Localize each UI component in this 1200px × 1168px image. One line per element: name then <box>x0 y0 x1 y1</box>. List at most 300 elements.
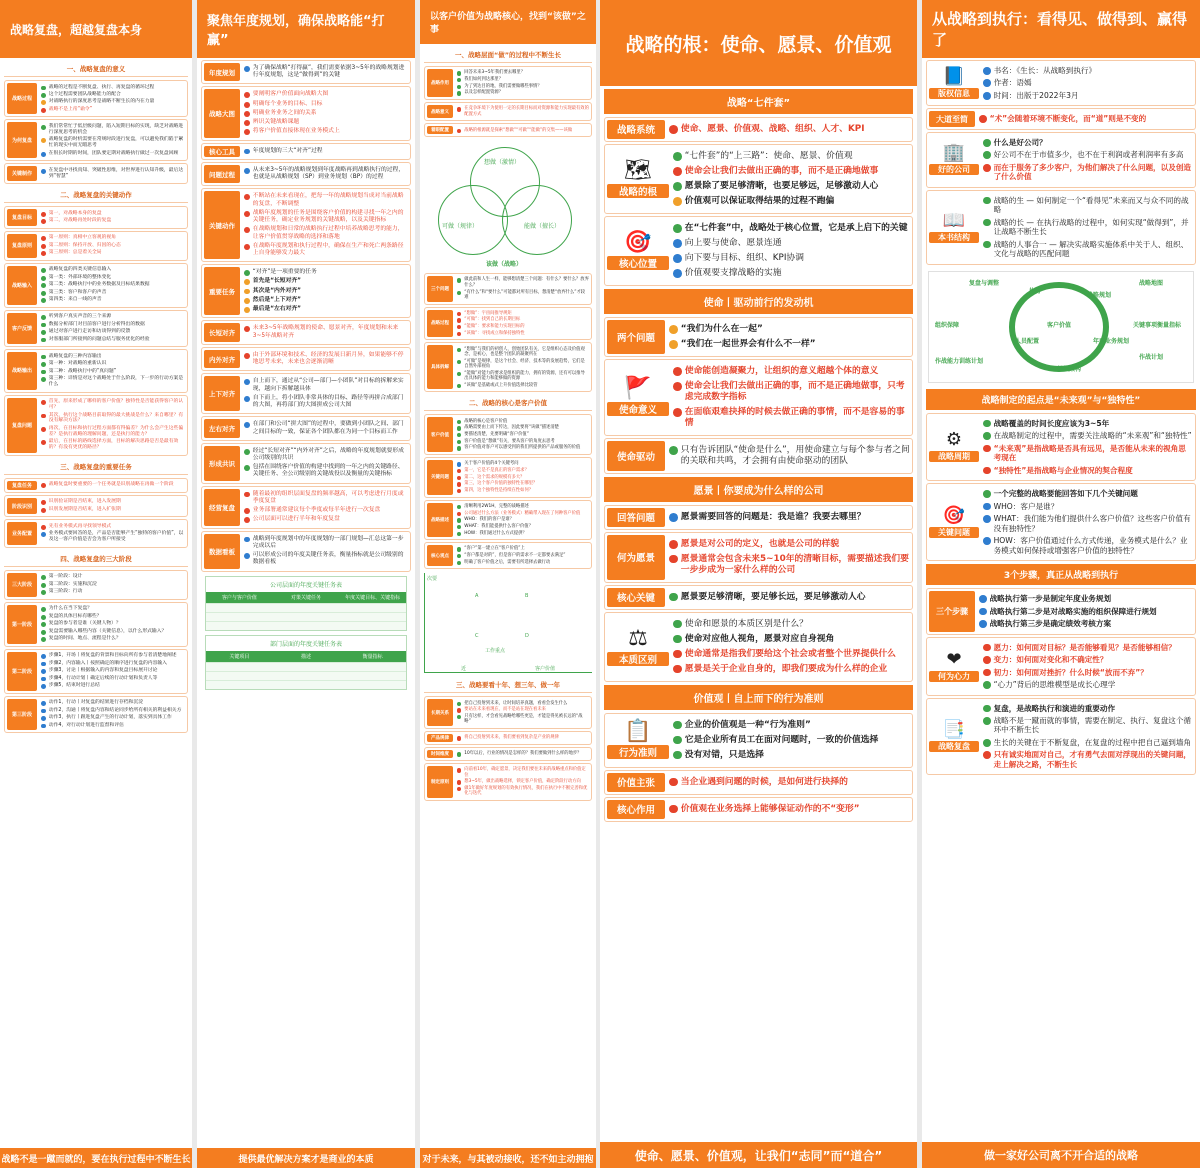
branch-icon: 📖 <box>942 209 966 231</box>
list-item-text: “有什么”和“要什么”可能都对所有目标，想清楚“放弃什么”才较难 <box>464 289 586 300</box>
branch-label: 核心位置 <box>607 256 669 270</box>
list-item-text: 第三种：详情是对这个战略处于什么阶段，下一步的行动方案是什么 <box>48 376 184 388</box>
list-item <box>673 196 910 207</box>
list-item-text: 一个完整的战略要能回答如下几个关键问题 <box>993 489 1138 499</box>
mindmap-branch <box>604 438 913 474</box>
list-item <box>41 354 185 360</box>
bullet-icon <box>457 291 461 295</box>
list-item <box>673 151 910 162</box>
list-item-text: 生长的关键在于不断复盘，在复盘的过程中把自己逼到墙角 <box>993 737 1192 747</box>
list-item-text: 愿景通常会包含未来5~10年的清晰目标，需要描述我们要一步步成为一家什么样的公司 <box>680 553 909 575</box>
list-item-text: 复盘的参与者是谁（关键人物）？ <box>48 621 121 627</box>
list-item-text: 我们常常忙于低层级问题，陷入短期目标的实现，缺乏对战略进行深度思考的机会 <box>48 123 184 135</box>
mindmap-branch <box>4 570 188 600</box>
mindmap-branch <box>424 123 592 137</box>
branch-label: 第二阶段 <box>7 652 37 691</box>
list-item <box>457 735 589 740</box>
list-item <box>979 607 1193 616</box>
list-item <box>983 218 1193 237</box>
table-row <box>206 603 406 612</box>
list-item <box>983 536 1193 555</box>
list-item <box>244 325 408 339</box>
table-header-cell: 衡量指标 <box>362 653 383 660</box>
branch-label: 三大阶段 <box>7 573 37 597</box>
list-item <box>673 619 910 630</box>
column-customer-value <box>420 0 596 1168</box>
table-header-cell: 年度关键目标、关键指标 <box>345 594 401 601</box>
list-item-text: 愿景是对公司的定义，也就是公司的样貌 <box>680 538 840 549</box>
list-item-text: 当企业遇到问题的时候，是如何进行抉择的 <box>680 776 848 787</box>
list-item-text: 要描述清楚，先要明确“客户价值” <box>464 432 529 438</box>
list-item-text: 第三，这个客户价值的独特性在哪里？ <box>464 481 538 487</box>
list-item <box>673 720 910 731</box>
branch-label: 回答问题 <box>607 508 665 527</box>
branch-items <box>37 398 185 453</box>
company-task-table <box>205 576 407 631</box>
list-item-text: 步骤3，讨论丨根据输入的内容和复盘目标展开讨论 <box>48 668 158 674</box>
list-item-text: 战略的长 — 在执行战略的过程中，如何实现“做得到”，并让战略不断生长 <box>993 217 1189 237</box>
bullet-icon <box>983 445 991 453</box>
list-item <box>244 464 408 478</box>
strategy-cycle-diagram <box>928 271 1194 383</box>
branch-label: 内外对齐 <box>204 350 240 368</box>
list-item-text: 识别发展期是否结束，进入扩张期 <box>48 506 121 512</box>
mindmap-branch <box>424 747 592 761</box>
list-item <box>983 704 1193 713</box>
bullet-icon <box>669 805 678 814</box>
mindmap-branch <box>604 216 913 286</box>
mindmap-branch <box>424 696 592 729</box>
list-item <box>983 66 1193 75</box>
bullet-icon <box>244 92 250 98</box>
list-item-text: 第一，它是不是真正的客户需求？ <box>464 467 529 473</box>
list-item <box>41 621 185 627</box>
quadrant-focus-label: 工作重点 <box>485 648 506 655</box>
list-item-text: 包括在围绕客户价值的构建中找到的一年之内的关键路径、关键任务、全公司级别的关键战役以及衡量的关键指标 <box>252 464 404 478</box>
list-item-text: 关于客户价值的4个关键考问 <box>464 461 519 467</box>
column-body <box>197 60 415 572</box>
table-title: 部门层面的年度关键任务表 <box>269 640 342 648</box>
branch-items <box>665 120 910 139</box>
list-item <box>457 468 589 473</box>
list-item-text: 第二阶段：实施和沉淀 <box>48 581 97 587</box>
list-item <box>669 777 910 788</box>
branch-label: 战略系统 <box>607 120 665 139</box>
branch-label: 行为准则 <box>607 745 669 759</box>
list-item-text: 第一种：对战略的重新认识 <box>48 361 107 367</box>
list-item-text: WHO：客户是谁？ <box>993 501 1059 511</box>
list-item-text: 识别验证期是否结束，进入发展期 <box>48 499 121 505</box>
list-item <box>457 461 589 466</box>
bullet-icon <box>979 115 987 123</box>
branch-items <box>37 605 185 644</box>
bullet-icon <box>244 227 250 233</box>
branch-label: 三个问题 <box>427 276 453 301</box>
list-item-text: 战略年度规划的任务是围绕客户价值的构建寻找一年之内的关键任务，确定业务规划的关键战略，以及关键指标 <box>252 209 404 224</box>
branch-label: 经营复盘 <box>204 489 240 526</box>
branch-items <box>37 166 185 181</box>
mindmap-branch <box>201 264 411 318</box>
table-row <box>206 671 406 680</box>
bullet-icon <box>457 372 461 376</box>
list-item-text: “该做”是基础或式上升价值选择比较管 <box>464 382 538 388</box>
list-item-text: 这个过程需要团队战略能力的配合 <box>48 91 121 97</box>
mindmap-branch <box>424 763 592 801</box>
list-item-text: 战略复盘的三种内容输出 <box>48 353 102 359</box>
list-item <box>983 716 1193 735</box>
bullet-icon <box>41 169 46 174</box>
branch-items <box>240 350 408 368</box>
section-title: 四、战略复盘的三大阶段 <box>4 551 188 567</box>
table-header <box>206 592 406 603</box>
bullet-icon <box>457 462 461 466</box>
list-item-text: 把自己投射到未来，让时间培养真题，看看会发生什么 <box>464 700 568 706</box>
branch-label: 使命意义 <box>607 402 669 416</box>
branch-icon: 📋 <box>624 719 652 745</box>
mindmap-branch <box>4 696 188 733</box>
mindmap-branch <box>424 731 592 745</box>
list-item-text: 对战略执行的深度思考是战略不断生长的内在力量 <box>48 99 155 105</box>
mindmap-branch <box>604 713 913 768</box>
branch-items <box>669 147 910 211</box>
branch-tag <box>929 640 979 693</box>
bullet-icon <box>669 555 678 564</box>
list-item-text: 自下而上，将小团队非常具体的目标、路径等再拼合成部门的大图，再将部门的大图拼成公司大图 <box>252 394 404 409</box>
mindmap-branch <box>926 60 1196 106</box>
list-item <box>244 167 408 181</box>
branch-items <box>665 508 910 527</box>
bullet-icon <box>983 92 991 100</box>
branch-items <box>240 446 408 481</box>
column-mission-vision <box>600 0 917 1168</box>
cycle-org: 组织架构 <box>1057 365 1082 373</box>
column-title: 战略的根：使命、愿景、价值观 <box>600 0 917 86</box>
list-item <box>457 347 589 358</box>
list-item-text: 对客服部门所接到的问题总结与服务优化的经验 <box>48 336 150 342</box>
bullet-icon <box>673 382 682 391</box>
list-item-text: 向上要与使命、愿景连通 <box>684 237 782 248</box>
list-item <box>41 314 185 320</box>
list-item <box>244 448 408 462</box>
mindmap-branch <box>424 457 592 498</box>
bullet-icon <box>457 554 461 558</box>
branch-items <box>240 267 408 315</box>
branch-tag <box>607 219 669 283</box>
list-item <box>41 589 185 595</box>
bullet-icon <box>457 512 461 516</box>
branch-label: 上下对齐 <box>204 376 240 411</box>
list-item-text: 第一原则：真相中立客观的视角 <box>48 235 116 241</box>
bullet-icon <box>41 662 46 667</box>
bullet-icon <box>457 348 461 352</box>
branch-label: 价值主张 <box>607 773 665 792</box>
list-item <box>673 634 910 645</box>
branch-icon: 🗺 <box>624 157 652 183</box>
branch-icon: 🎯 <box>624 229 652 255</box>
list-item <box>457 517 589 522</box>
list-item-text: 要站在未来看现在，而不是站在现在看未来 <box>464 707 546 713</box>
list-item <box>41 413 185 425</box>
quadrant-x-label: 客户价值 <box>535 666 556 673</box>
bullet-icon <box>41 251 46 256</box>
list-item-text: 做此前和人生一样，能够想清楚三个问题：有什么？要什么？放弃什么？ <box>464 277 589 288</box>
bullet-icon <box>41 427 46 432</box>
list-item <box>979 619 1193 628</box>
list-item <box>983 643 1193 652</box>
list-item <box>457 511 589 516</box>
branch-items <box>37 313 185 344</box>
branch-items <box>240 146 408 157</box>
list-item-text: 复盘，是战略执行和演进的重要动作 <box>993 703 1116 713</box>
list-item-text: 战略的核心是客户价值 <box>464 418 508 424</box>
mindmap-branch <box>201 531 411 572</box>
section-body <box>420 414 596 569</box>
section-title: 三、战略复盘的重要任务 <box>4 459 188 475</box>
branch-label: 具体拆解 <box>427 345 453 389</box>
table-title: 公司层面的年度关键任务表 <box>269 581 342 589</box>
branch-label: 客户价值 <box>427 417 453 452</box>
branch-icon: 📑 <box>942 718 966 740</box>
branch-items <box>37 699 185 730</box>
branch-items <box>240 191 408 259</box>
mindmap-branch <box>604 612 913 682</box>
column-footer: 对于未来，与其被动接收，还不如主动拥抱 <box>420 1148 596 1168</box>
list-item <box>673 366 910 377</box>
list-item <box>244 101 408 108</box>
bullet-icon <box>669 125 678 134</box>
branch-items <box>975 111 1193 126</box>
column-strategy-review <box>0 0 192 1168</box>
list-item-text: 时间：出版于2022年3月 <box>993 90 1079 100</box>
bullet-icon <box>41 108 46 113</box>
branch-items <box>669 615 910 679</box>
bullet-icon <box>41 622 46 627</box>
bullet-icon <box>41 370 46 375</box>
column-footer: 做一家好公司离不开合适的战略 <box>922 1142 1200 1168</box>
mindmap-branch <box>604 585 913 610</box>
cycle-people: 人员配置 <box>1015 337 1040 345</box>
mindmap-branch <box>4 602 188 647</box>
list-item-text: 清晰利用2W1H，完整的战略描述 <box>464 503 529 509</box>
branch-icon: 🏢 <box>942 142 966 164</box>
branch-label: 何为心力 <box>929 671 979 682</box>
bullet-icon <box>41 590 46 595</box>
bullet-icon <box>673 152 682 161</box>
bullet-icon <box>457 476 461 480</box>
section-body <box>922 60 1200 265</box>
list-item <box>673 750 910 761</box>
list-item <box>669 804 910 815</box>
column-title: 从战略到执行：看得见、做得到、赢得了 <box>922 0 1200 58</box>
bullet-icon <box>41 701 46 706</box>
branch-items <box>453 460 589 495</box>
list-item-text: 战略需要由上而下传达，因此要将“该做”描述清楚 <box>464 425 559 431</box>
list-item-text: 明确每个业务的目标、目标 <box>252 100 323 107</box>
list-item-text: 数据分析部门对目前客户进行分析得出的数据 <box>48 321 145 327</box>
list-item <box>244 536 408 550</box>
list-item <box>41 507 185 513</box>
list-item <box>244 193 408 207</box>
list-item-text: 先有业务模式再寻找领导模式 <box>48 523 112 529</box>
branch-items <box>665 773 910 792</box>
bullet-icon <box>457 325 461 329</box>
bullet-icon <box>457 702 461 706</box>
mindmap-branch <box>926 132 1196 188</box>
branch-tag <box>607 716 669 765</box>
branch-label: 何为愿景 <box>607 535 665 580</box>
list-item <box>673 268 910 279</box>
list-item <box>41 482 185 488</box>
list-item-text: 为了到达目的地，我们需要做哪些事情？ <box>464 83 542 89</box>
list-item <box>457 751 589 756</box>
bullet-icon <box>457 787 461 791</box>
list-item <box>41 151 185 157</box>
branch-items <box>37 498 185 514</box>
bullet-icon <box>673 635 682 644</box>
bullet-icon <box>457 736 461 740</box>
mindmap-branch <box>604 117 913 142</box>
bullet-icon <box>457 71 461 75</box>
list-item <box>41 629 185 635</box>
list-item-text: 使命和愿景的本质区别是什么？ <box>684 618 808 629</box>
list-item <box>41 85 185 91</box>
bullet-icon <box>983 432 991 440</box>
bullet-icon <box>244 492 250 498</box>
branch-label: 核心观点 <box>427 545 453 566</box>
bullet-icon <box>41 219 46 224</box>
list-item <box>41 282 185 288</box>
branch-items <box>453 503 589 538</box>
list-item-text: 复盘的时间、地点、流程是什么？ <box>48 636 121 642</box>
list-item-text: 年度规划的三大“对齐”过程 <box>252 147 323 154</box>
branch-icon: ⚙ <box>945 429 963 451</box>
list-item <box>983 431 1193 440</box>
branch-items <box>240 534 408 569</box>
bullet-icon <box>41 525 46 530</box>
list-item <box>457 77 589 82</box>
bullet-icon <box>669 540 678 549</box>
bullet-icon <box>457 332 461 336</box>
bullet-icon <box>41 125 46 130</box>
mindmap-branch <box>424 307 592 341</box>
branch-label: 着眼配置 <box>427 126 453 134</box>
list-item-text: 然后是“上下对齐” <box>252 296 301 303</box>
bullet-icon <box>979 608 987 616</box>
bullet-icon <box>983 79 991 87</box>
list-item-text: 首先，原来形成了哪样的客户价值？独特性是否能获得客户的认可？ <box>48 399 184 411</box>
list-item-text: 首先是“长短对齐” <box>252 278 301 285</box>
list-item <box>669 339 910 350</box>
bullet-icon <box>457 715 461 719</box>
cycle-biz: 年度业务规划 <box>1093 337 1130 345</box>
bullet-icon <box>983 139 991 147</box>
venn-circle-able <box>502 185 572 255</box>
list-item-text: 使命能创造凝聚力，让组织的意义超越个体的意义 <box>684 365 879 376</box>
bullet-icon <box>41 440 46 445</box>
list-item <box>457 546 589 551</box>
branch-items <box>665 800 910 819</box>
branch-items <box>37 234 185 258</box>
branch-items <box>669 219 910 283</box>
bullet-icon <box>669 340 678 349</box>
bullet-icon <box>244 537 250 543</box>
list-item <box>41 369 185 375</box>
branch-items <box>665 441 910 471</box>
branch-icon: ❤ <box>946 648 962 670</box>
list-item-text: 第四，这个独特性是持续在性如何？ <box>464 487 534 493</box>
list-item-text: 第二类：战略执行中的业务数据及目标结果数据 <box>48 282 150 288</box>
bullet-icon <box>457 278 461 282</box>
mindmap-branch <box>4 495 188 517</box>
list-item <box>979 594 1193 603</box>
list-item <box>41 243 185 249</box>
section-title: 愿景丨你要成为什么样的公司 <box>604 477 913 502</box>
column-footer: 战略不是一蹴而就的，要在执行过程中不断生长 <box>0 1148 192 1168</box>
mindmap-branch <box>604 532 913 583</box>
list-item <box>41 218 185 224</box>
section-body <box>600 505 917 682</box>
list-item-text: 战略的人事合一 — 解决实战略实施体系中关于人、组织、文化与战略的匹配问题 <box>993 239 1189 259</box>
list-item-text: “客户”第一建立在“客户价值”上 <box>464 546 525 552</box>
branch-label: 时间维度 <box>427 750 453 758</box>
bullet-icon <box>41 100 46 105</box>
list-item-text: 战略复盘的时机需要在常规时段进行复盘，可以避免我们陷于紧忙的现实中而无暇思考 <box>48 137 184 149</box>
branch-items <box>37 652 185 691</box>
bullet-icon <box>983 197 991 205</box>
bullet-icon <box>457 532 461 536</box>
column-footer: 使命、愿景、价值观，让我们“志同”而“道合” <box>600 1142 917 1168</box>
list-item <box>41 235 185 241</box>
bullet-icon <box>244 194 250 200</box>
bullet-icon <box>669 325 678 334</box>
section-title: 二、战略复盘的关键动作 <box>4 187 188 203</box>
list-item-text: 使命、愿景、价值观、战略、组织、人才、KPI <box>680 124 865 134</box>
list-item-text: HOW：客户价值通过什么方式传递，业务模式是什么？业务模式如何保持或增强客户价值的独特性？ <box>993 536 1188 555</box>
bullet-icon <box>41 283 46 288</box>
venn-label-should: 该做（战略） <box>486 261 523 269</box>
branch-label: 战略意义 <box>427 105 453 118</box>
section-body <box>600 317 917 474</box>
list-item <box>244 516 408 523</box>
list-item <box>983 489 1193 498</box>
list-item-text: “术”会随着环境不断变化，而“道”则是不变的 <box>989 114 1147 124</box>
bullet-icon <box>41 669 46 674</box>
cycle-kpi: 作战计划 <box>1139 353 1164 361</box>
list-item-text: 第二，这个需求的规模有多大？ <box>464 474 525 480</box>
column-title: 聚焦年度规划，确保战略能“打赢” <box>197 0 415 58</box>
branch-label: 战略复盘 <box>929 741 979 752</box>
bullet-icon <box>41 654 46 659</box>
list-item-text: 回答未来3~5年我们要去哪里？ <box>464 70 525 76</box>
list-item <box>41 211 185 217</box>
list-item <box>669 592 910 603</box>
list-item-text: 战略的生 — 如何制定一个“看得见”未来而又与众不同的战略 <box>993 195 1189 215</box>
branch-label: 战略输入 <box>7 266 37 305</box>
list-item <box>41 653 185 659</box>
list-item <box>673 223 910 234</box>
list-item-text: 战略执行第二步是对战略实施的组织保障进行规划 <box>989 606 1157 616</box>
branch-tag <box>929 63 979 103</box>
list-item-text: 它是企业所有员工在面对问题时，一致的价值选择 <box>684 734 879 745</box>
section-title: 一、战略层面“做”的过程中不断生长 <box>424 47 592 63</box>
mindmap-branch <box>604 797 913 822</box>
bullet-icon <box>983 503 991 511</box>
list-item-text: 价值观要支撑战略的实施 <box>684 267 782 278</box>
list-item-text: 动作4，对行动计划进行监督和评估 <box>48 722 124 728</box>
section-body <box>420 696 596 801</box>
bullet-icon <box>673 224 682 233</box>
bullet-icon <box>41 400 46 405</box>
